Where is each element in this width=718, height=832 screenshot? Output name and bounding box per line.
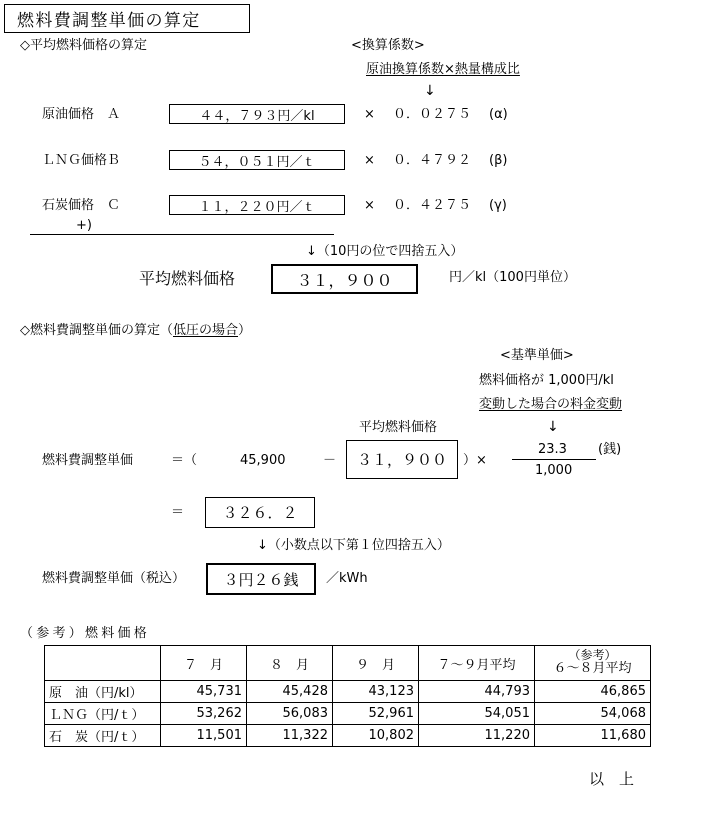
coal-coef: ０．４２７５ [393,198,472,213]
table-cell: 11,680 [535,725,651,747]
tax-included-unit: ／kWh [326,571,368,586]
header-september: ９ 月 [333,646,419,681]
average-fuel-price-caption: 平均燃料価格 [359,420,438,435]
minus-sign: － [323,453,337,468]
fraction-denominator: 1,000 [535,463,573,478]
table-header-row [45,646,651,681]
row-label-crude: 原 油（円/kl） [45,681,161,703]
plus-sign: +) [76,218,92,233]
times-sign: × [364,107,375,122]
conversion-coef-header: <換算係数> [351,38,425,53]
table-cell: 56,083 [247,703,333,725]
lng-coef: ０．４７９２ [393,153,472,168]
crude-price-label: 原油価格 Ａ [42,107,121,122]
tax-included-value: ３円２６銭 [223,570,299,589]
down-arrow-icon: ↓ [424,83,436,99]
table-cell: 45,428 [247,681,333,703]
row-label-coal: 石 炭（円/ｔ） [45,725,161,747]
average-fuel-price-value: ３１，９００ [296,270,393,290]
table-cell: 54,051 [419,703,535,725]
table-cell: 44,793 [419,681,535,703]
coal-price-box [169,195,345,215]
table-cell: 46,865 [535,681,651,703]
average-fuel-price-box [271,264,418,294]
fraction-bar [512,459,596,460]
table-row [45,703,651,725]
tax-included-label: 燃料費調整単価（税込） [42,571,186,586]
header-jul-sep-average: ７～９月平均 [419,646,535,681]
table-row [45,681,651,703]
table-cell: 11,322 [247,725,333,747]
equals-open-paren: ＝（ [171,453,198,468]
table-cell: 10,802 [333,725,419,747]
coal-price-label: 石炭価格 Ｃ [42,198,121,213]
title-box [4,4,250,33]
base-fuel-price: 45,900 [240,453,286,468]
lng-price-value: ５４，０５１円／ｔ [198,154,316,170]
section2-heading: ◇燃料費調整単価の算定（低圧の場合） [20,323,252,338]
base-unit-line2: 変動した場合の料金変動 [479,397,623,412]
table-cell: 52,961 [333,703,419,725]
reference-fuel-price-table [44,645,651,747]
header-august: ８ 月 [247,646,333,681]
coal-greek: (γ) [489,198,507,213]
fuel-adjustment-unit-label: 燃料費調整単価 [42,453,134,468]
base-unit-line1: 燃料価格が 1,000円/kl [479,373,614,388]
page-title: 燃料費調整単価の算定 [17,11,201,31]
header-reference-note: （参考） [568,647,617,662]
rounding-note-2: ↓（小数点以下第１位四捨五入） [257,538,450,553]
sum-divider [30,234,334,235]
header-jun-aug-average [535,646,651,681]
average-fuel-price-label: 平均燃料価格 [139,269,236,288]
conversion-coef-subheader: 原油換算係数×熱量構成比 [366,62,520,77]
reference-caption: （参考）燃料価格 [20,626,151,641]
unit-sen: (銭) [598,442,622,457]
lng-greek: (β) [489,153,508,168]
section1-heading: ◇平均燃料価格の算定 [20,38,147,53]
average-fuel-price-box-2 [346,440,458,479]
average-fuel-price-value-2: ３１，９００ [356,451,447,469]
times-sign: × [364,153,375,168]
table-row [45,725,651,747]
average-fuel-price-unit: 円／kl（100円単位） [449,270,576,285]
crude-greek: (α) [489,107,508,122]
table-cell: 53,262 [161,703,247,725]
table-cell: 45,731 [161,681,247,703]
table-corner-cell [45,646,161,681]
times-sign: × [364,198,375,213]
table-cell: 54,068 [535,703,651,725]
down-arrow-icon: ↓ [547,419,559,435]
crude-price-box [169,104,345,124]
result-box [205,497,315,528]
header-july: ７ 月 [161,646,247,681]
equals-sign: ＝ [171,505,185,520]
table-cell: 43,123 [333,681,419,703]
coal-price-value: １１，２２０円／ｔ [198,199,316,215]
row-label-lng: ＬＮＧ（円/ｔ） [45,703,161,725]
table-cell: 11,501 [161,725,247,747]
closing-text: 以 上 [589,770,635,788]
lng-price-box [169,150,345,170]
crude-coef: ０．０２７５ [393,107,472,122]
header-jun-aug-label: ６～８月平均 [553,661,632,677]
table-cell: 11,220 [419,725,535,747]
lng-price-label: ＬＮＧ価格Ｂ [42,153,121,168]
fraction-numerator: 23.3 [538,442,567,457]
crude-price-value: ４４，７９３円／kl [199,108,315,124]
rounding-note: ↓（10円の位で四捨五入） [306,244,464,259]
close-paren-times: ）× [463,453,487,468]
tax-included-box [206,563,316,595]
base-unit-header: <基準単価> [500,348,574,363]
result-value: ３２６．２ [222,504,298,522]
